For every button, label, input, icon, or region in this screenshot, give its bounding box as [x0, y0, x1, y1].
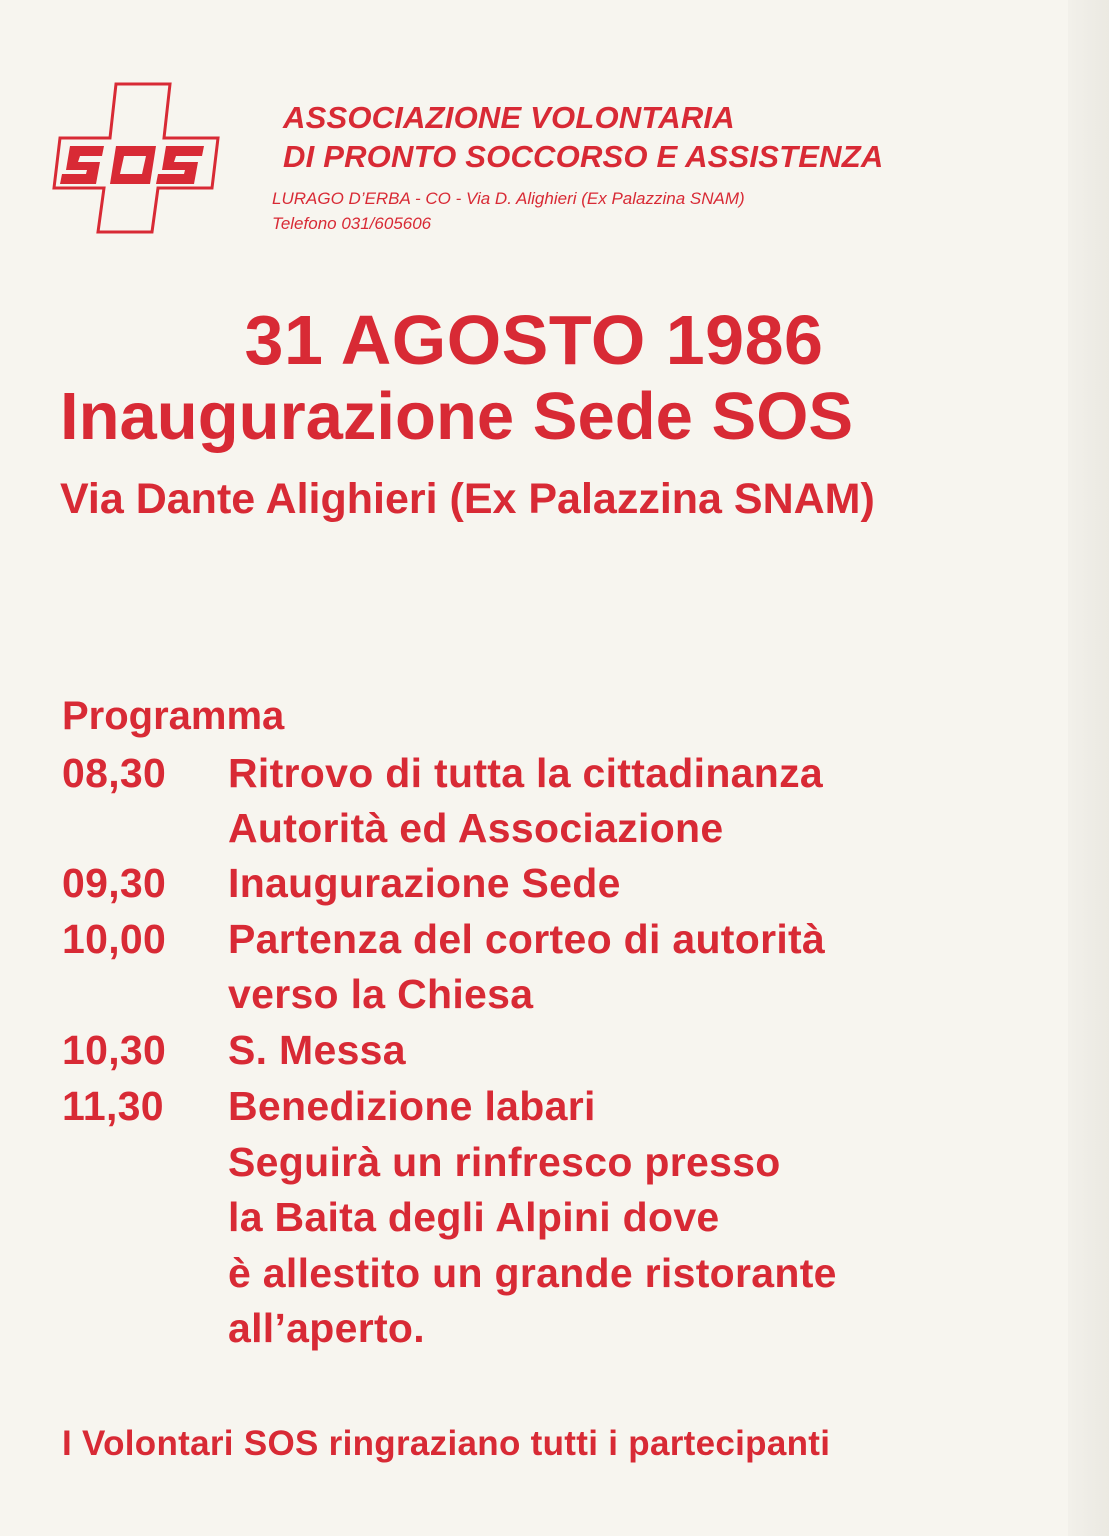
- program-time: 09,30: [62, 860, 167, 906]
- paper-edge: [1068, 0, 1109, 1536]
- program-description-continued: la Baita degli Alpini dove: [228, 1194, 720, 1240]
- program-description: S. Messa: [228, 1027, 406, 1073]
- program-description: Inaugurazione Sede: [228, 860, 621, 906]
- program-description-continued: Seguirà un rinfresco presso: [228, 1139, 781, 1185]
- event-date: 31 AGOSTO 1986: [244, 301, 824, 379]
- sos-cross-logo: [52, 80, 232, 235]
- event-location: Via Dante Alighieri (Ex Palazzina SNAM): [60, 475, 875, 523]
- program-description-continued: verso la Chiesa: [228, 971, 534, 1017]
- event-title: Inaugurazione Sede SOS: [60, 379, 854, 454]
- program-time: 10,00: [62, 916, 167, 962]
- program-description: Ritrovo di tutta la cittadinanza: [228, 750, 824, 796]
- program-description: Benedizione labari: [228, 1083, 596, 1129]
- program-time: 08,30: [62, 750, 167, 796]
- program-time: 10,30: [62, 1027, 167, 1073]
- thanks-footer: I Volontari SOS ringraziano tutti i partecipanti: [62, 1424, 831, 1463]
- program-heading: Programma: [62, 694, 285, 738]
- organization-name-line-1: ASSOCIAZIONE VOLONTARIA: [283, 100, 735, 135]
- program-description-continued: all’aperto.: [228, 1305, 425, 1351]
- organization-address: LURAGO D’ERBA - CO - Via D. Alighieri (Ex Palazzina SNAM): [272, 189, 745, 208]
- organization-phone: Telefono 031/605606: [272, 214, 432, 233]
- program-description-continued: è allestito un grande ristorante: [228, 1250, 837, 1296]
- organization-name-line-2: DI PRONTO SOCCORSO E ASSISTENZA: [283, 139, 884, 174]
- program-description: Partenza del corteo di autorità: [228, 916, 826, 962]
- program-time: 11,30: [62, 1083, 164, 1129]
- program-description-continued: Autorità ed Associazione: [228, 805, 724, 851]
